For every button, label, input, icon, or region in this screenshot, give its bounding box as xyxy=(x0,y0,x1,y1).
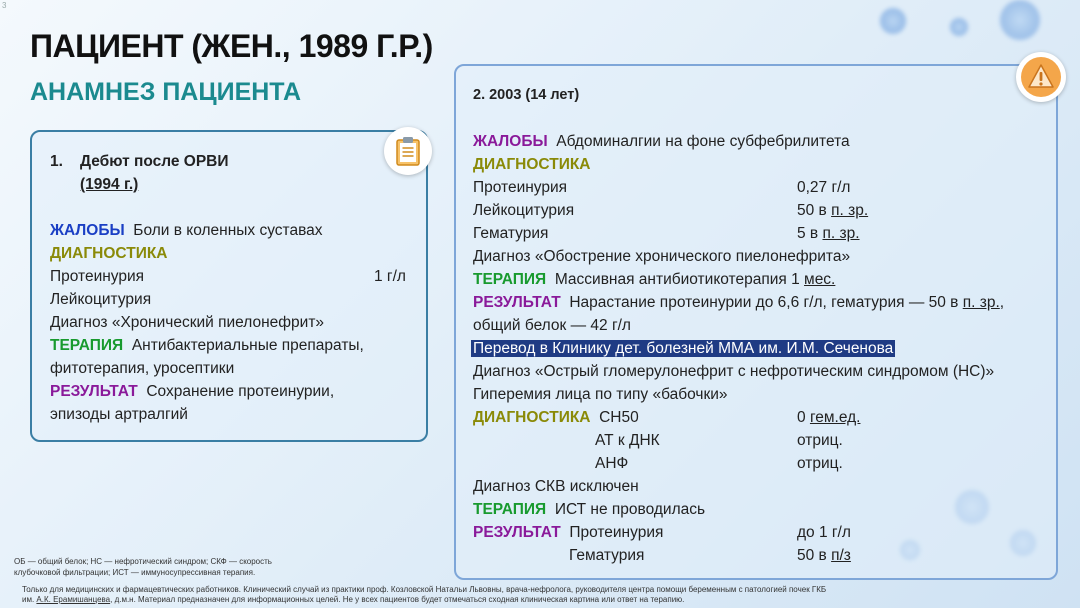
episode-heading: 2. 2003 (14 лет) xyxy=(473,87,580,103)
hospital-name: А.К. Ерамишанцева xyxy=(36,595,111,604)
result2-hematuria-unit: п/з xyxy=(831,547,851,564)
complaints-row xyxy=(50,219,323,242)
history-card-2003 xyxy=(454,64,1058,580)
leukocyturia-value-num: 50 в xyxy=(797,202,832,219)
diagnostics2-label: ДИАГНОСТИКА xyxy=(473,409,591,426)
result-text: Сохранение протеинурии, xyxy=(146,383,335,400)
result-text: Нарастание протеинурии до 6,6 г/л, гематурия — 50 в xyxy=(569,294,963,311)
therapy-text-cont: фитотерапия, уросептики xyxy=(50,360,235,377)
therapy2-text: ИСТ не проводилась xyxy=(554,501,706,518)
disclaimer-prefix: им. xyxy=(22,595,37,604)
hematuria-value-unit: п. зр. xyxy=(822,225,860,242)
result2-hematuria-value xyxy=(797,544,851,567)
molecule-decoration xyxy=(880,8,906,34)
ch50-value xyxy=(797,406,860,429)
abbreviations-line-2: клубочковой фильтрации; ИСТ — иммуносупрессивная терапия. xyxy=(14,568,256,577)
therapy-duration: мес. xyxy=(804,271,836,288)
result2-hematuria-num: 50 в xyxy=(797,547,832,564)
therapy-text: Массивная антибиотикотерапия 1 xyxy=(554,271,805,288)
warning-badge xyxy=(1016,52,1066,102)
episode-number: 1. xyxy=(50,153,63,170)
hematuria-value xyxy=(797,222,860,245)
hyperemia-text: Гиперемия лица по типу «бабочки» xyxy=(473,386,728,403)
diagnosis-text: Диагноз «Хронический пиелонефрит» xyxy=(50,314,325,331)
diagnostics-label: ДИАГНОСТИКА xyxy=(50,245,168,262)
anti-dna-value: отриц. xyxy=(797,432,843,449)
diagnostics2-row xyxy=(473,406,639,429)
proteinuria-label: Протеинурия xyxy=(473,179,568,196)
leukocyturia-label: Лейкоцитурия xyxy=(50,291,152,308)
therapy-text: Антибактериальные препараты, xyxy=(131,337,364,354)
ch50-label: CH50 xyxy=(599,409,639,426)
complaints-label: ЖАЛОБЫ xyxy=(50,222,125,239)
result-label: РЕЗУЛЬТАТ xyxy=(473,294,561,311)
result-row xyxy=(473,291,1004,314)
result2-row xyxy=(473,521,663,544)
result2-proteinuria-value: до 1 г/л xyxy=(797,524,851,541)
proteinuria-value: 1 г/л xyxy=(374,268,406,285)
episode-heading: Дебют после ОРВИ xyxy=(80,153,229,170)
slide-number: 3 xyxy=(2,1,7,10)
ch50-value-num: 0 xyxy=(797,409,810,426)
diagnosis2-text: Диагноз «Острый гломерулонефрит с нефротическим синдромом (НС)» xyxy=(473,363,995,380)
therapy-label: ТЕРАПИЯ xyxy=(50,337,124,354)
therapy2-label: ТЕРАПИЯ xyxy=(473,501,547,518)
page-title: ПАЦИЕНТ (ЖЕН., 1989 Г.Р.) xyxy=(30,28,433,64)
disclaimer-line-2 xyxy=(22,595,684,605)
complaints-row xyxy=(473,130,850,153)
disclaimer-line-1: Только для медицинских и фармацевтических работников. Клинический случай из практики проф. Козловской Натальи Львовны, врача-нефролога, руководителя центра помощи беременным с патологией почек ГКБ xyxy=(22,585,827,594)
sle-excluded-text: Диагноз СКВ исключен xyxy=(473,478,639,495)
complaints-label: ЖАЛОБЫ xyxy=(473,133,548,150)
diagnostics-label: ДИАГНОСТИКА xyxy=(473,156,591,173)
leukocyturia-value xyxy=(797,199,868,222)
complaints-text: Абдоминалгии на фоне субфебрилитета xyxy=(556,133,850,150)
complaints-text: Боли в коленных суставах xyxy=(133,222,323,239)
clipboard-icon xyxy=(394,136,422,166)
history-card-1994 xyxy=(30,130,428,442)
result-unit: п. зр. xyxy=(962,294,1000,311)
leukocyturia-label: Лейкоцитурия xyxy=(473,202,575,219)
result-text-cont: эпизоды артралгий xyxy=(50,406,188,423)
proteinuria-label: Протеинурия xyxy=(50,268,145,285)
anf-value: отриц. xyxy=(797,455,843,472)
molecule-decoration xyxy=(950,18,968,36)
anf-label: АНФ xyxy=(595,455,629,472)
result2-proteinuria: Протеинурия xyxy=(569,524,664,541)
therapy2-row xyxy=(473,498,705,521)
therapy-row xyxy=(50,334,364,357)
ch50-value-unit: гем.ед. xyxy=(809,409,861,426)
proteinuria-value: 0,27 г/л xyxy=(797,179,851,196)
result-label: РЕЗУЛЬТАТ xyxy=(50,383,138,400)
result2-label: РЕЗУЛЬТАТ xyxy=(473,524,561,541)
episode-year: (1994 г.) xyxy=(80,176,139,193)
transfer-text xyxy=(471,337,895,360)
result-row xyxy=(50,380,334,403)
abbreviations-line-1: ОБ — общий белок; НС — нефротический синдром; СКФ — скорость xyxy=(14,557,272,566)
section-subtitle: АНАМНЕЗ ПАЦИЕНТА xyxy=(30,78,302,106)
result2-hematuria: Гематурия xyxy=(569,547,645,564)
hematuria-value-num: 5 в xyxy=(797,225,823,242)
disclaimer-suffix: , д.м.н. Материал предназначен для информационных целей. Не у всех пациентов будет отмечаться сходная клиническая картина или ответ на терапию. xyxy=(110,595,685,604)
diagnosis-text: Диагноз «Обострение хронического пиелонефрита» xyxy=(473,248,851,265)
clipboard-badge xyxy=(384,127,432,175)
warning-icon xyxy=(1020,56,1062,98)
hematuria-label: Гематурия xyxy=(473,225,549,242)
transfer-highlight: Перевод в Клинику дет. болезней ММА им. И.М. Сеченова xyxy=(473,340,894,357)
therapy-row xyxy=(473,268,835,291)
anti-dna-label: АТ к ДНК xyxy=(595,432,660,449)
leukocyturia-value-unit: п. зр. xyxy=(831,202,869,219)
result-text-cont: общий белок — 42 г/л xyxy=(473,317,631,334)
molecule-decoration xyxy=(1000,0,1040,40)
result-comma: , xyxy=(999,294,1005,311)
therapy-label: ТЕРАПИЯ xyxy=(473,271,547,288)
